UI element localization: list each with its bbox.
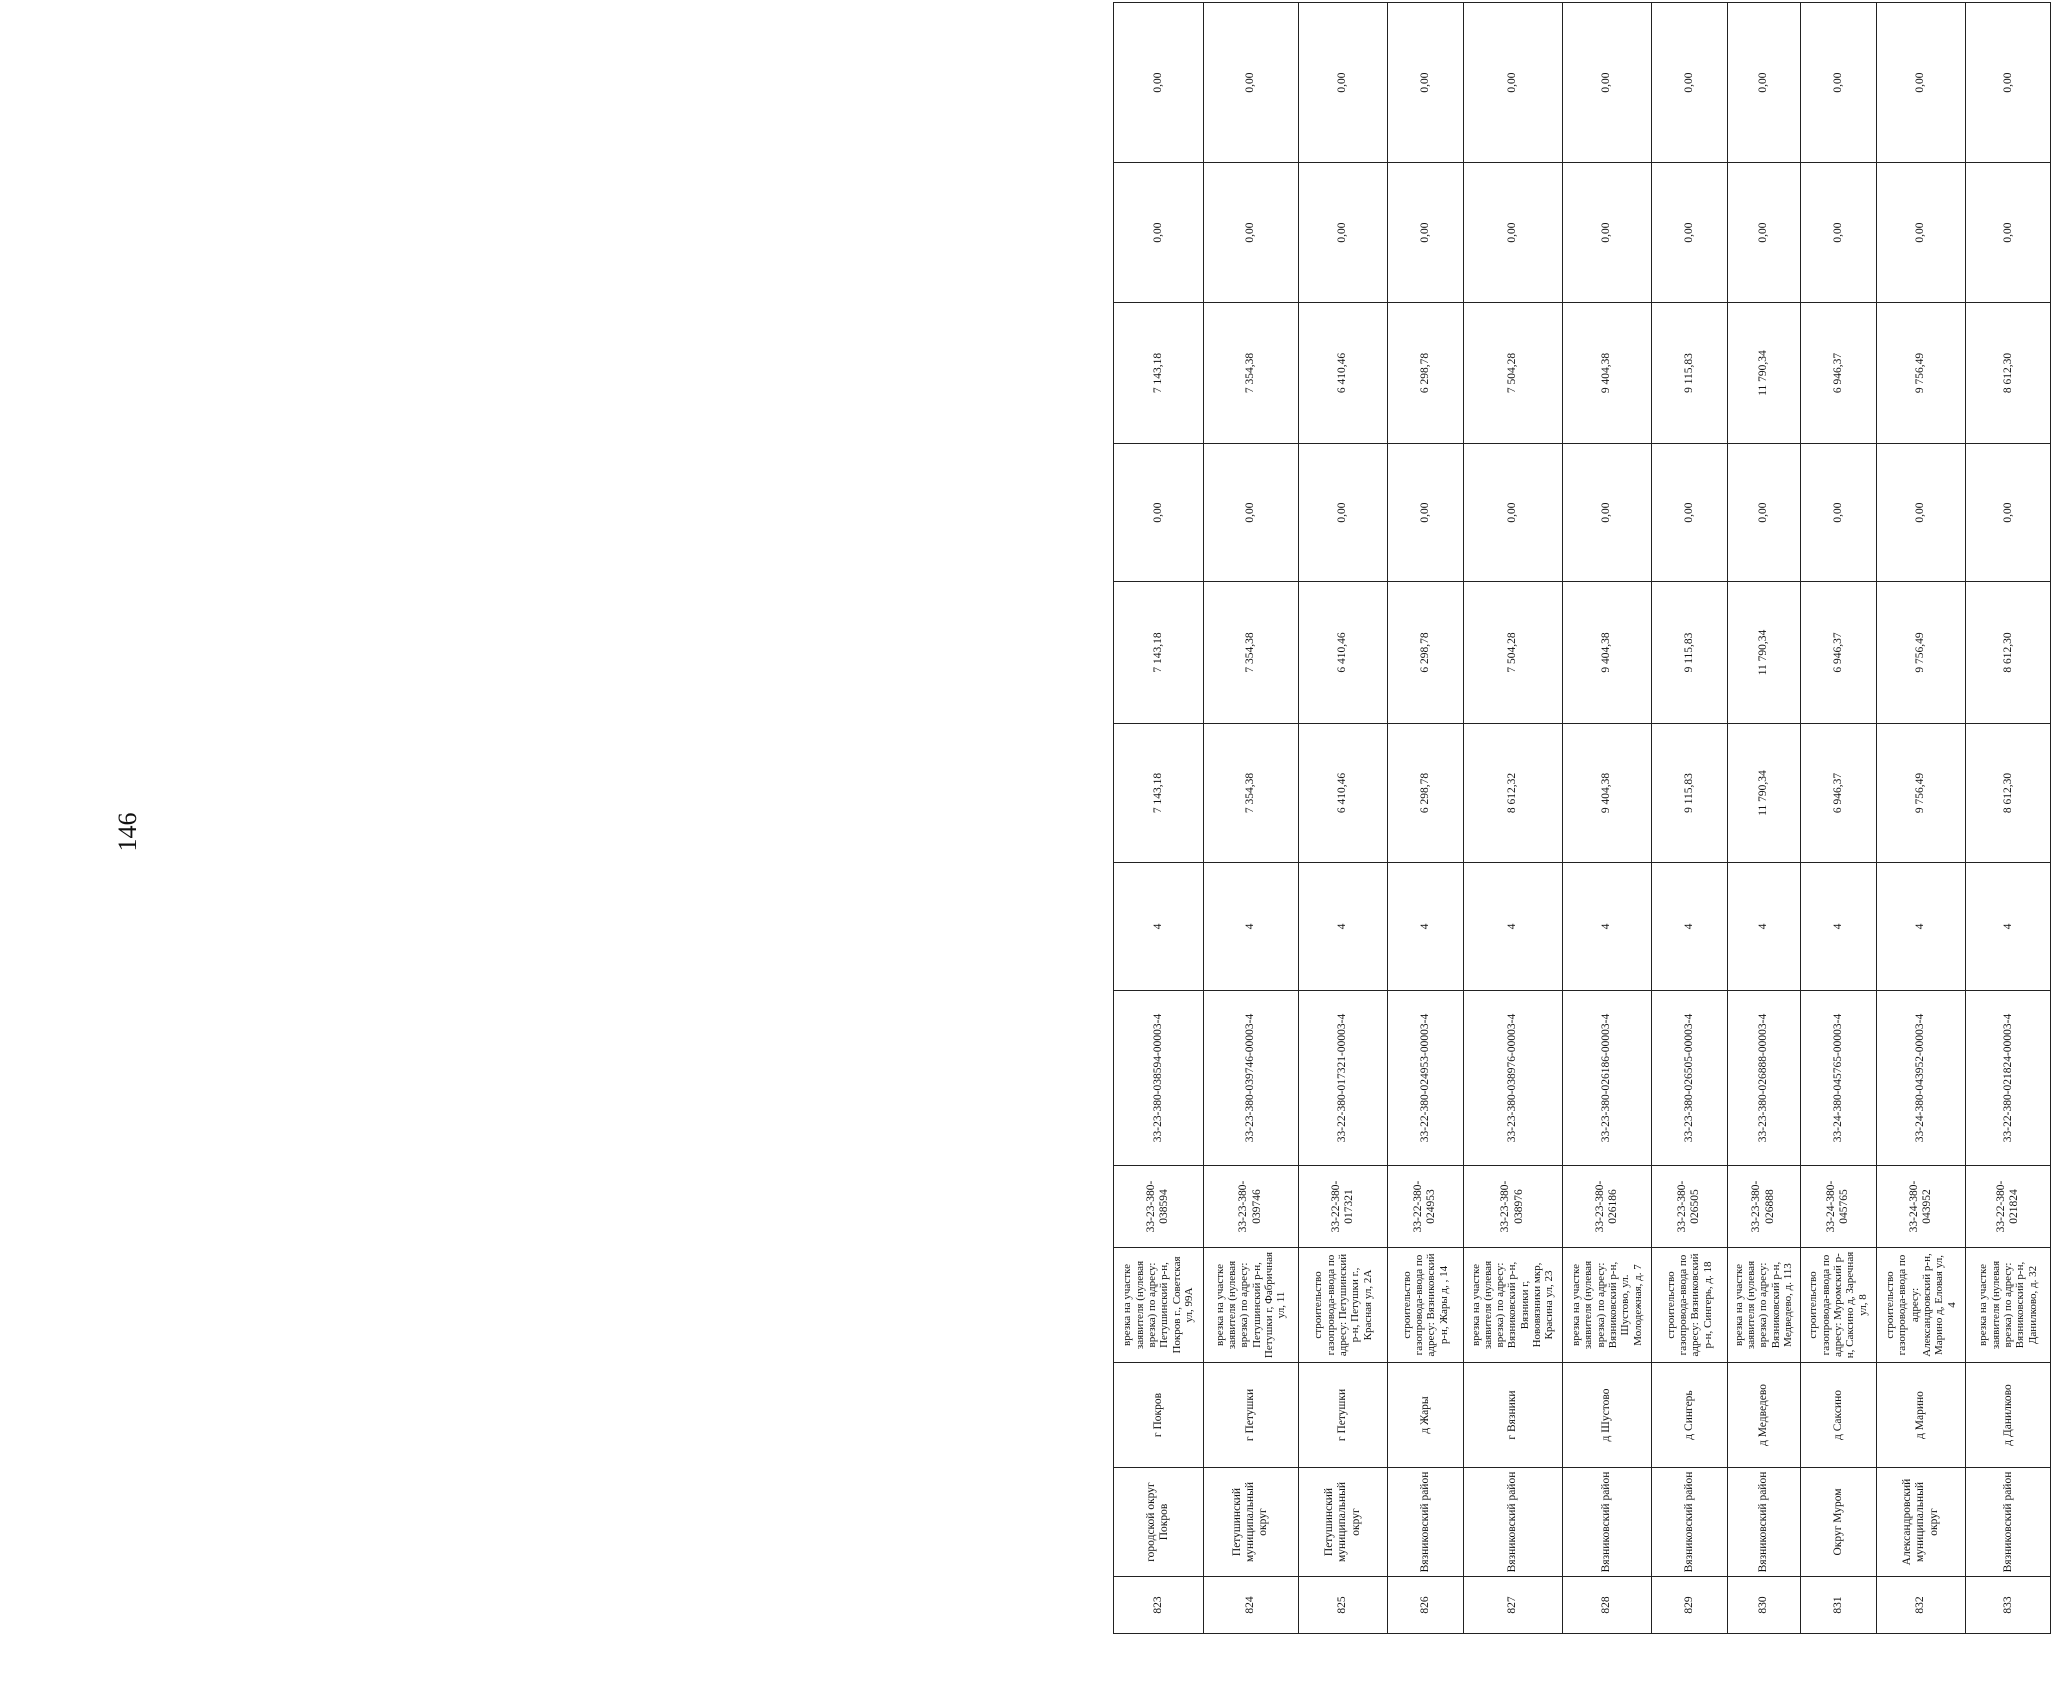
- row-number-cell: 826: [1388, 1577, 1463, 1634]
- value-5-cell: 0,00: [1298, 163, 1388, 303]
- object-code-cell: 33-24-380-045765-00003-4: [1800, 991, 1876, 1166]
- value-1-cell: 7 143,18: [1114, 724, 1204, 863]
- object-code-cell: 33-22-380-021824-00003-4: [1966, 991, 2051, 1166]
- value-4-cell: 11 790,34: [1727, 303, 1800, 444]
- locality-cell: д Шустово: [1562, 1363, 1652, 1468]
- category-cell: 4: [1800, 863, 1876, 991]
- municipality-cell: Вязниковский район: [1463, 1468, 1562, 1577]
- value-4-cell: 8 612,30: [1966, 303, 2051, 444]
- row-number-cell: 828: [1562, 1577, 1652, 1634]
- value-6-cell: 0,00: [1652, 3, 1727, 163]
- table-row: [1298, 3, 1388, 1634]
- value-3-cell: 0,00: [1800, 444, 1876, 582]
- value-6-cell: 0,00: [1298, 3, 1388, 163]
- municipality-cell: Вязниковский район: [1652, 1468, 1727, 1577]
- locality-cell: д Жары: [1388, 1363, 1463, 1468]
- category-cell: 4: [1388, 863, 1463, 991]
- value-3-cell: 0,00: [1388, 444, 1463, 582]
- table-row: [1463, 3, 1562, 1634]
- value-4-cell: 6 298,78: [1388, 303, 1463, 444]
- category-cell: 4: [1463, 863, 1562, 991]
- table-row: [1388, 3, 1463, 1634]
- value-1-cell: 9 756,49: [1876, 724, 1966, 863]
- value-6-cell: 0,00: [1800, 3, 1876, 163]
- value-4-cell: 6 410,46: [1298, 303, 1388, 444]
- object-code-cell: 33-22-380-017321-00003-4: [1298, 991, 1388, 1166]
- category-cell: 4: [1203, 863, 1298, 991]
- object-code-cell: 33-23-380-026186-00003-4: [1562, 991, 1652, 1166]
- municipality-cell: Вязниковский район: [1966, 1468, 2051, 1577]
- table-row: [1652, 3, 1727, 1634]
- municipality-cell: Петушинский муниципальный округ: [1203, 1468, 1298, 1577]
- value-2-cell: 9 404,38: [1562, 582, 1652, 724]
- value-3-cell: 0,00: [1966, 444, 2051, 582]
- locality-cell: г Вязники: [1463, 1363, 1562, 1468]
- code-cell: 33-23-380-026186: [1562, 1166, 1652, 1248]
- value-6-cell: 0,00: [1562, 3, 1652, 163]
- value-6-cell: 0,00: [1114, 3, 1204, 163]
- value-2-cell: 6 410,46: [1298, 582, 1388, 724]
- value-3-cell: 0,00: [1876, 444, 1966, 582]
- value-3-cell: 0,00: [1463, 444, 1562, 582]
- value-1-cell: 6 298,78: [1388, 724, 1463, 863]
- value-6-cell: 0,00: [1727, 3, 1800, 163]
- municipality-cell: Вязниковский район: [1388, 1468, 1463, 1577]
- value-5-cell: 0,00: [1463, 163, 1562, 303]
- value-6-cell: 0,00: [1463, 3, 1562, 163]
- category-cell: 4: [1562, 863, 1652, 991]
- municipality-cell: Округ Муром: [1800, 1468, 1876, 1577]
- table-row: [1876, 3, 1966, 1634]
- code-cell: 33-22-380-024953: [1388, 1166, 1463, 1248]
- category-cell: 4: [1727, 863, 1800, 991]
- description-cell: строительство газопровода-ввода по адресу: Вязниковский р-н, Сингерь, д. 18: [1652, 1248, 1727, 1363]
- category-cell: 4: [1876, 863, 1966, 991]
- code-cell: 33-23-380-026888: [1727, 1166, 1800, 1248]
- value-1-cell: 8 612,32: [1463, 724, 1562, 863]
- code-cell: 33-23-380-026505: [1652, 1166, 1727, 1248]
- value-3-cell: 0,00: [1727, 444, 1800, 582]
- locality-cell: д Медведево: [1727, 1363, 1800, 1468]
- value-5-cell: 0,00: [1388, 163, 1463, 303]
- municipality-cell: Александровский муниципальный округ: [1876, 1468, 1966, 1577]
- code-cell: 33-22-380-017321: [1298, 1166, 1388, 1248]
- description-cell: врезка на участке заявителя (нулевая врезка) по адресу: Петушинский р-н, Петушки г, Фабричная ул, 11: [1203, 1248, 1298, 1363]
- object-code-cell: 33-22-380-024953-00003-4: [1388, 991, 1463, 1166]
- municipality-cell: городской округ Покров: [1114, 1468, 1204, 1577]
- data-table-wrapper: [1113, 72, 2051, 1634]
- value-3-cell: 0,00: [1298, 444, 1388, 582]
- data-table: [1113, 2, 2051, 1634]
- value-2-cell: 9 115,83: [1652, 582, 1727, 724]
- category-cell: 4: [1652, 863, 1727, 991]
- table-row: [1114, 3, 1204, 1634]
- value-1-cell: 9 404,38: [1562, 724, 1652, 863]
- municipality-cell: Петушинский муниципальный округ: [1298, 1468, 1388, 1577]
- description-cell: врезка на участке заявителя (нулевая врезка) по адресу: Вязниковский р-н, Вязники г, Нововязники мкр, Красина ул, 23: [1463, 1248, 1562, 1363]
- description-cell: врезка на участке заявителя (нулевая врезка) по адресу: Вязниковский р-н, Медведево, д. 113: [1727, 1248, 1800, 1363]
- value-2-cell: 8 612,30: [1966, 582, 2051, 724]
- value-1-cell: 6 946,37: [1800, 724, 1876, 863]
- locality-cell: г Петушки: [1298, 1363, 1388, 1468]
- value-6-cell: 0,00: [1388, 3, 1463, 163]
- value-4-cell: 7 354,38: [1203, 303, 1298, 444]
- description-cell: строительство газопровода-ввода по адресу: Муромский р-н, Саксино д, Заречная ул, 8: [1800, 1248, 1876, 1363]
- value-5-cell: 0,00: [1562, 163, 1652, 303]
- value-6-cell: 0,00: [1966, 3, 2051, 163]
- value-2-cell: 7 504,28: [1463, 582, 1562, 724]
- locality-cell: д Саксино: [1800, 1363, 1876, 1468]
- value-1-cell: 11 790,34: [1727, 724, 1800, 863]
- category-cell: 4: [1114, 863, 1204, 991]
- row-number-cell: 829: [1652, 1577, 1727, 1634]
- row-number-cell: 833: [1966, 1577, 2051, 1634]
- municipality-cell: Вязниковский район: [1727, 1468, 1800, 1577]
- value-5-cell: 0,00: [1800, 163, 1876, 303]
- description-cell: врезка на участке заявителя (нулевая врезка) по адресу: Петушинский р-н, Покров г., Советская ул, 99А: [1114, 1248, 1204, 1363]
- value-3-cell: 0,00: [1652, 444, 1727, 582]
- description-cell: строительство газопровода-ввода по адресу: Петушинский р-н, Петушки г., Красная ул, 2А: [1298, 1248, 1388, 1363]
- description-cell: врезка на участке заявителя (нулевая врезка) по адресу: Вязниковский р-н, Шустово, ул. Молодежная, д. 7: [1562, 1248, 1652, 1363]
- page-number: 146: [113, 812, 142, 852]
- value-1-cell: 8 612,30: [1966, 724, 2051, 863]
- category-cell: 4: [1298, 863, 1388, 991]
- value-5-cell: 0,00: [1114, 163, 1204, 303]
- value-1-cell: 6 410,46: [1298, 724, 1388, 863]
- value-5-cell: 0,00: [1966, 163, 2051, 303]
- municipality-cell: Вязниковский район: [1562, 1468, 1652, 1577]
- value-2-cell: 9 756,49: [1876, 582, 1966, 724]
- value-4-cell: 9 756,49: [1876, 303, 1966, 444]
- value-4-cell: 9 115,83: [1652, 303, 1727, 444]
- value-2-cell: 6 298,78: [1388, 582, 1463, 724]
- category-cell: 4: [1966, 863, 2051, 991]
- row-number-cell: 824: [1203, 1577, 1298, 1634]
- value-5-cell: 0,00: [1876, 163, 1966, 303]
- object-code-cell: 33-23-380-038594-00003-4: [1114, 991, 1204, 1166]
- row-number-cell: 827: [1463, 1577, 1562, 1634]
- object-code-cell: 33-23-380-038976-00003-4: [1463, 991, 1562, 1166]
- value-3-cell: 0,00: [1562, 444, 1652, 582]
- code-cell: 33-23-380-039746: [1203, 1166, 1298, 1248]
- object-code-cell: 33-23-380-039746-00003-4: [1203, 991, 1298, 1166]
- description-cell: строительство газопровода-ввода по адресу: Александровский р-н, Марино д, Еловая ул, 4: [1876, 1248, 1966, 1363]
- description-cell: врезка на участке заявителя (нулевая врезка) по адресу: Вязниковский р-н, Данилково, д. 32: [1966, 1248, 2051, 1363]
- value-3-cell: 0,00: [1203, 444, 1298, 582]
- object-code-cell: 33-23-380-026888-00003-4: [1727, 991, 1800, 1166]
- description-cell: строительство газопровода-ввода по адресу: Вязниковский р-н, Жары д, , 14: [1388, 1248, 1463, 1363]
- table-row: [1800, 3, 1876, 1634]
- value-4-cell: 9 404,38: [1562, 303, 1652, 444]
- row-number-cell: 832: [1876, 1577, 1966, 1634]
- table-row: [1966, 3, 2051, 1634]
- value-2-cell: 11 790,34: [1727, 582, 1800, 724]
- value-2-cell: 6 946,37: [1800, 582, 1876, 724]
- locality-cell: д Сингерь: [1652, 1363, 1727, 1468]
- value-2-cell: 7 354,38: [1203, 582, 1298, 724]
- code-cell: 33-22-380-021824: [1966, 1166, 2051, 1248]
- locality-cell: д Марино: [1876, 1363, 1966, 1468]
- table-body: [1114, 3, 2051, 1634]
- table-row: [1203, 3, 1298, 1634]
- value-6-cell: 0,00: [1203, 3, 1298, 163]
- code-cell: 33-23-380-038594: [1114, 1166, 1204, 1248]
- value-1-cell: 9 115,83: [1652, 724, 1727, 863]
- code-cell: 33-23-380-038976: [1463, 1166, 1562, 1248]
- value-3-cell: 0,00: [1114, 444, 1204, 582]
- value-2-cell: 7 143,18: [1114, 582, 1204, 724]
- locality-cell: г Петушки: [1203, 1363, 1298, 1468]
- row-number-cell: 825: [1298, 1577, 1388, 1634]
- object-code-cell: 33-24-380-043952-00003-4: [1876, 991, 1966, 1166]
- table-row: [1727, 3, 1800, 1634]
- value-5-cell: 0,00: [1652, 163, 1727, 303]
- value-6-cell: 0,00: [1876, 3, 1966, 163]
- row-number-cell: 831: [1800, 1577, 1876, 1634]
- code-cell: 33-24-380-045765: [1800, 1166, 1876, 1248]
- value-5-cell: 0,00: [1727, 163, 1800, 303]
- table-row: [1562, 3, 1652, 1634]
- object-code-cell: 33-23-380-026505-00003-4: [1652, 991, 1727, 1166]
- value-4-cell: 7 143,18: [1114, 303, 1204, 444]
- code-cell: 33-24-380-043952: [1876, 1166, 1966, 1248]
- value-1-cell: 7 354,38: [1203, 724, 1298, 863]
- value-5-cell: 0,00: [1203, 163, 1298, 303]
- locality-cell: г Покров: [1114, 1363, 1204, 1468]
- row-number-cell: 823: [1114, 1577, 1204, 1634]
- value-4-cell: 6 946,37: [1800, 303, 1876, 444]
- row-number-cell: 830: [1727, 1577, 1800, 1634]
- value-4-cell: 7 504,28: [1463, 303, 1562, 444]
- locality-cell: д Данилково: [1966, 1363, 2051, 1468]
